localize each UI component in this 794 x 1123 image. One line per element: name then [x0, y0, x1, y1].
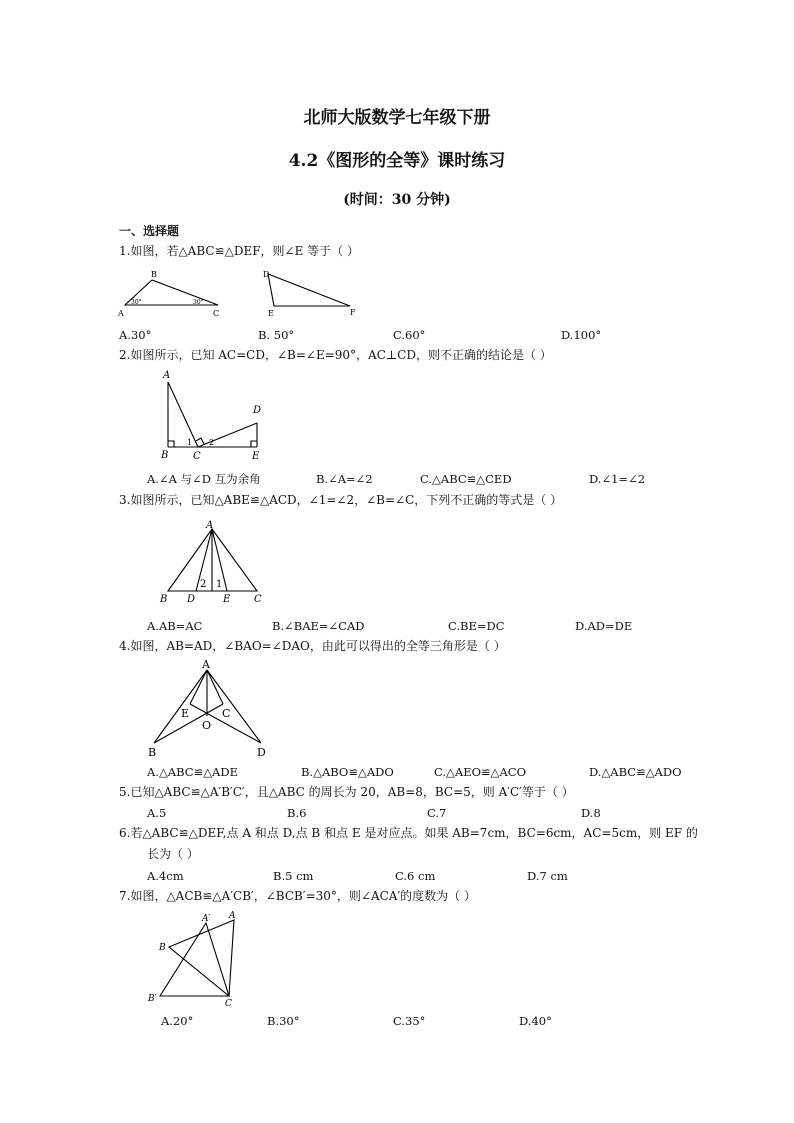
- q5-option-d: D.8: [581, 806, 601, 820]
- section-heading: 一、选择题: [119, 224, 180, 238]
- label-A: A: [202, 658, 210, 671]
- q6-option-d: D.7 cm: [527, 869, 568, 883]
- label-B: B: [159, 943, 166, 953]
- question-1-figure: [118, 266, 368, 320]
- q7-option-c: C.35°: [393, 1014, 426, 1028]
- lesson-title: 4.2《图形的全等》课时练习: [288, 151, 506, 171]
- question-3-figure: [160, 520, 270, 606]
- q5-option-c: C.7: [427, 806, 447, 820]
- q4-option-b: B.△ABO≌△ADO: [301, 765, 394, 779]
- question-4-stem: 4.如图，AB=AD，∠BAO=∠DAO，由此可以得出的全等三角形是（ ）: [119, 639, 506, 653]
- q2-option-d: D.∠1=∠2: [589, 472, 646, 486]
- time-limit: (时间：30 分钟): [343, 192, 451, 208]
- q7-option-b: B.30°: [267, 1014, 300, 1028]
- question-7-figure: [146, 906, 246, 1009]
- label-C: C: [225, 999, 232, 1009]
- q4-option-a: A.△ABC≌△ADE: [147, 765, 238, 779]
- label-E: E: [268, 309, 274, 318]
- q6-option-c: C.6 cm: [395, 869, 436, 883]
- label-D: D: [263, 270, 270, 279]
- q4-option-d: D.△ABC≌△ADO: [589, 765, 682, 779]
- q1-option-c: C.60°: [393, 328, 426, 342]
- label-B: B: [160, 594, 168, 605]
- q6-option-a: A.4cm: [147, 869, 184, 883]
- angle-1-label: 1: [187, 438, 193, 447]
- question-6-stem: 6.若△ABC≌△DEF,点 A 和点 D,点 B 和点 E 是对应点。如果 AB=7cm，BC=6cm，AC=5cm，则 EF 的: [119, 826, 698, 840]
- label-B: B: [161, 450, 169, 461]
- q5-option-a: A.5: [147, 806, 167, 820]
- label-C: C: [193, 451, 201, 462]
- label-B: B: [151, 270, 157, 279]
- q1-option-b: B. 50°: [258, 328, 295, 342]
- question-7-stem: 7.如图，△ACB≌△A′CB′，∠BCB′=30°，则∠ACA′的度数为（ ）: [119, 889, 476, 903]
- label-A: A: [206, 520, 214, 531]
- q3-option-a: A.AB=AC: [147, 619, 203, 633]
- question-3-stem: 3.如图所示，已知△ABE≌△ACD，∠1=∠2，∠B=∠C，下列不正确的等式是（ ）: [119, 493, 563, 507]
- question-1-stem: 1.如图，若△ABC≌△DEF，则∠E 等于（ ）: [119, 244, 360, 258]
- label-B: B: [148, 746, 157, 759]
- q7-option-a: A.20°: [161, 1014, 194, 1028]
- angle-2-label: 2: [209, 438, 215, 447]
- label-B-prime: B′: [148, 994, 157, 1004]
- q1-option-a: A.30°: [119, 328, 152, 342]
- angle-c-label: 30°: [193, 299, 204, 306]
- q5-option-b: B.6: [287, 806, 307, 820]
- angle-a-label: 30°: [131, 299, 142, 306]
- question-2-stem: 2.如图所示，已知 AC=CD，∠B=∠E=90°，AC⊥CD，则不正确的结论是（ ）: [119, 348, 552, 362]
- triangle-def: [268, 274, 350, 306]
- label-D: D: [187, 594, 196, 605]
- q2-option-c: C.△ABC≌△CED: [420, 472, 512, 486]
- label-E: E: [223, 594, 231, 605]
- label-O: O: [202, 719, 212, 732]
- label-F: F: [350, 308, 356, 317]
- q1-option-d: D.100°: [561, 328, 602, 342]
- angle-1-label: 1: [216, 579, 223, 590]
- label-A: A: [118, 309, 124, 318]
- q4-option-c: C.△AEO≌△ACO: [434, 765, 527, 779]
- label-C: C: [222, 707, 231, 720]
- q3-option-c: C.BE=DC: [448, 619, 505, 633]
- q6-option-b: B.5 cm: [273, 869, 314, 883]
- label-D: D: [257, 746, 266, 759]
- question-5-stem: 5.已知△ABC≌△A′B′C′，且△ABC 的周长为 20，AB=8，BC=5，则 A′C′等于（ ）: [119, 785, 574, 799]
- label-E: E: [181, 707, 190, 720]
- question-4-figure: [146, 656, 270, 762]
- label-E: E: [252, 451, 260, 462]
- label-D: D: [253, 405, 262, 416]
- q3-option-d: D.AD=DE: [575, 619, 633, 633]
- q7-option-d: D.40°: [519, 1014, 552, 1028]
- q3-option-b: B.∠BAE=∠CAD: [272, 619, 365, 633]
- question-6-stem-cont: 长为（ ）: [147, 847, 199, 861]
- label-C: C: [213, 309, 220, 318]
- q2-option-b: B.∠A=∠2: [316, 472, 373, 486]
- question-2-figure: [160, 366, 270, 462]
- page-title: 北师大版数学七年级下册: [303, 108, 491, 128]
- label-C: C: [254, 594, 262, 605]
- q2-option-a: A.∠A 与∠D 互为余角: [147, 472, 261, 486]
- label-A: A: [163, 370, 171, 381]
- angle-2-label: 2: [200, 579, 207, 590]
- label-A-prime: A′: [202, 914, 211, 924]
- label-A: A: [229, 911, 236, 921]
